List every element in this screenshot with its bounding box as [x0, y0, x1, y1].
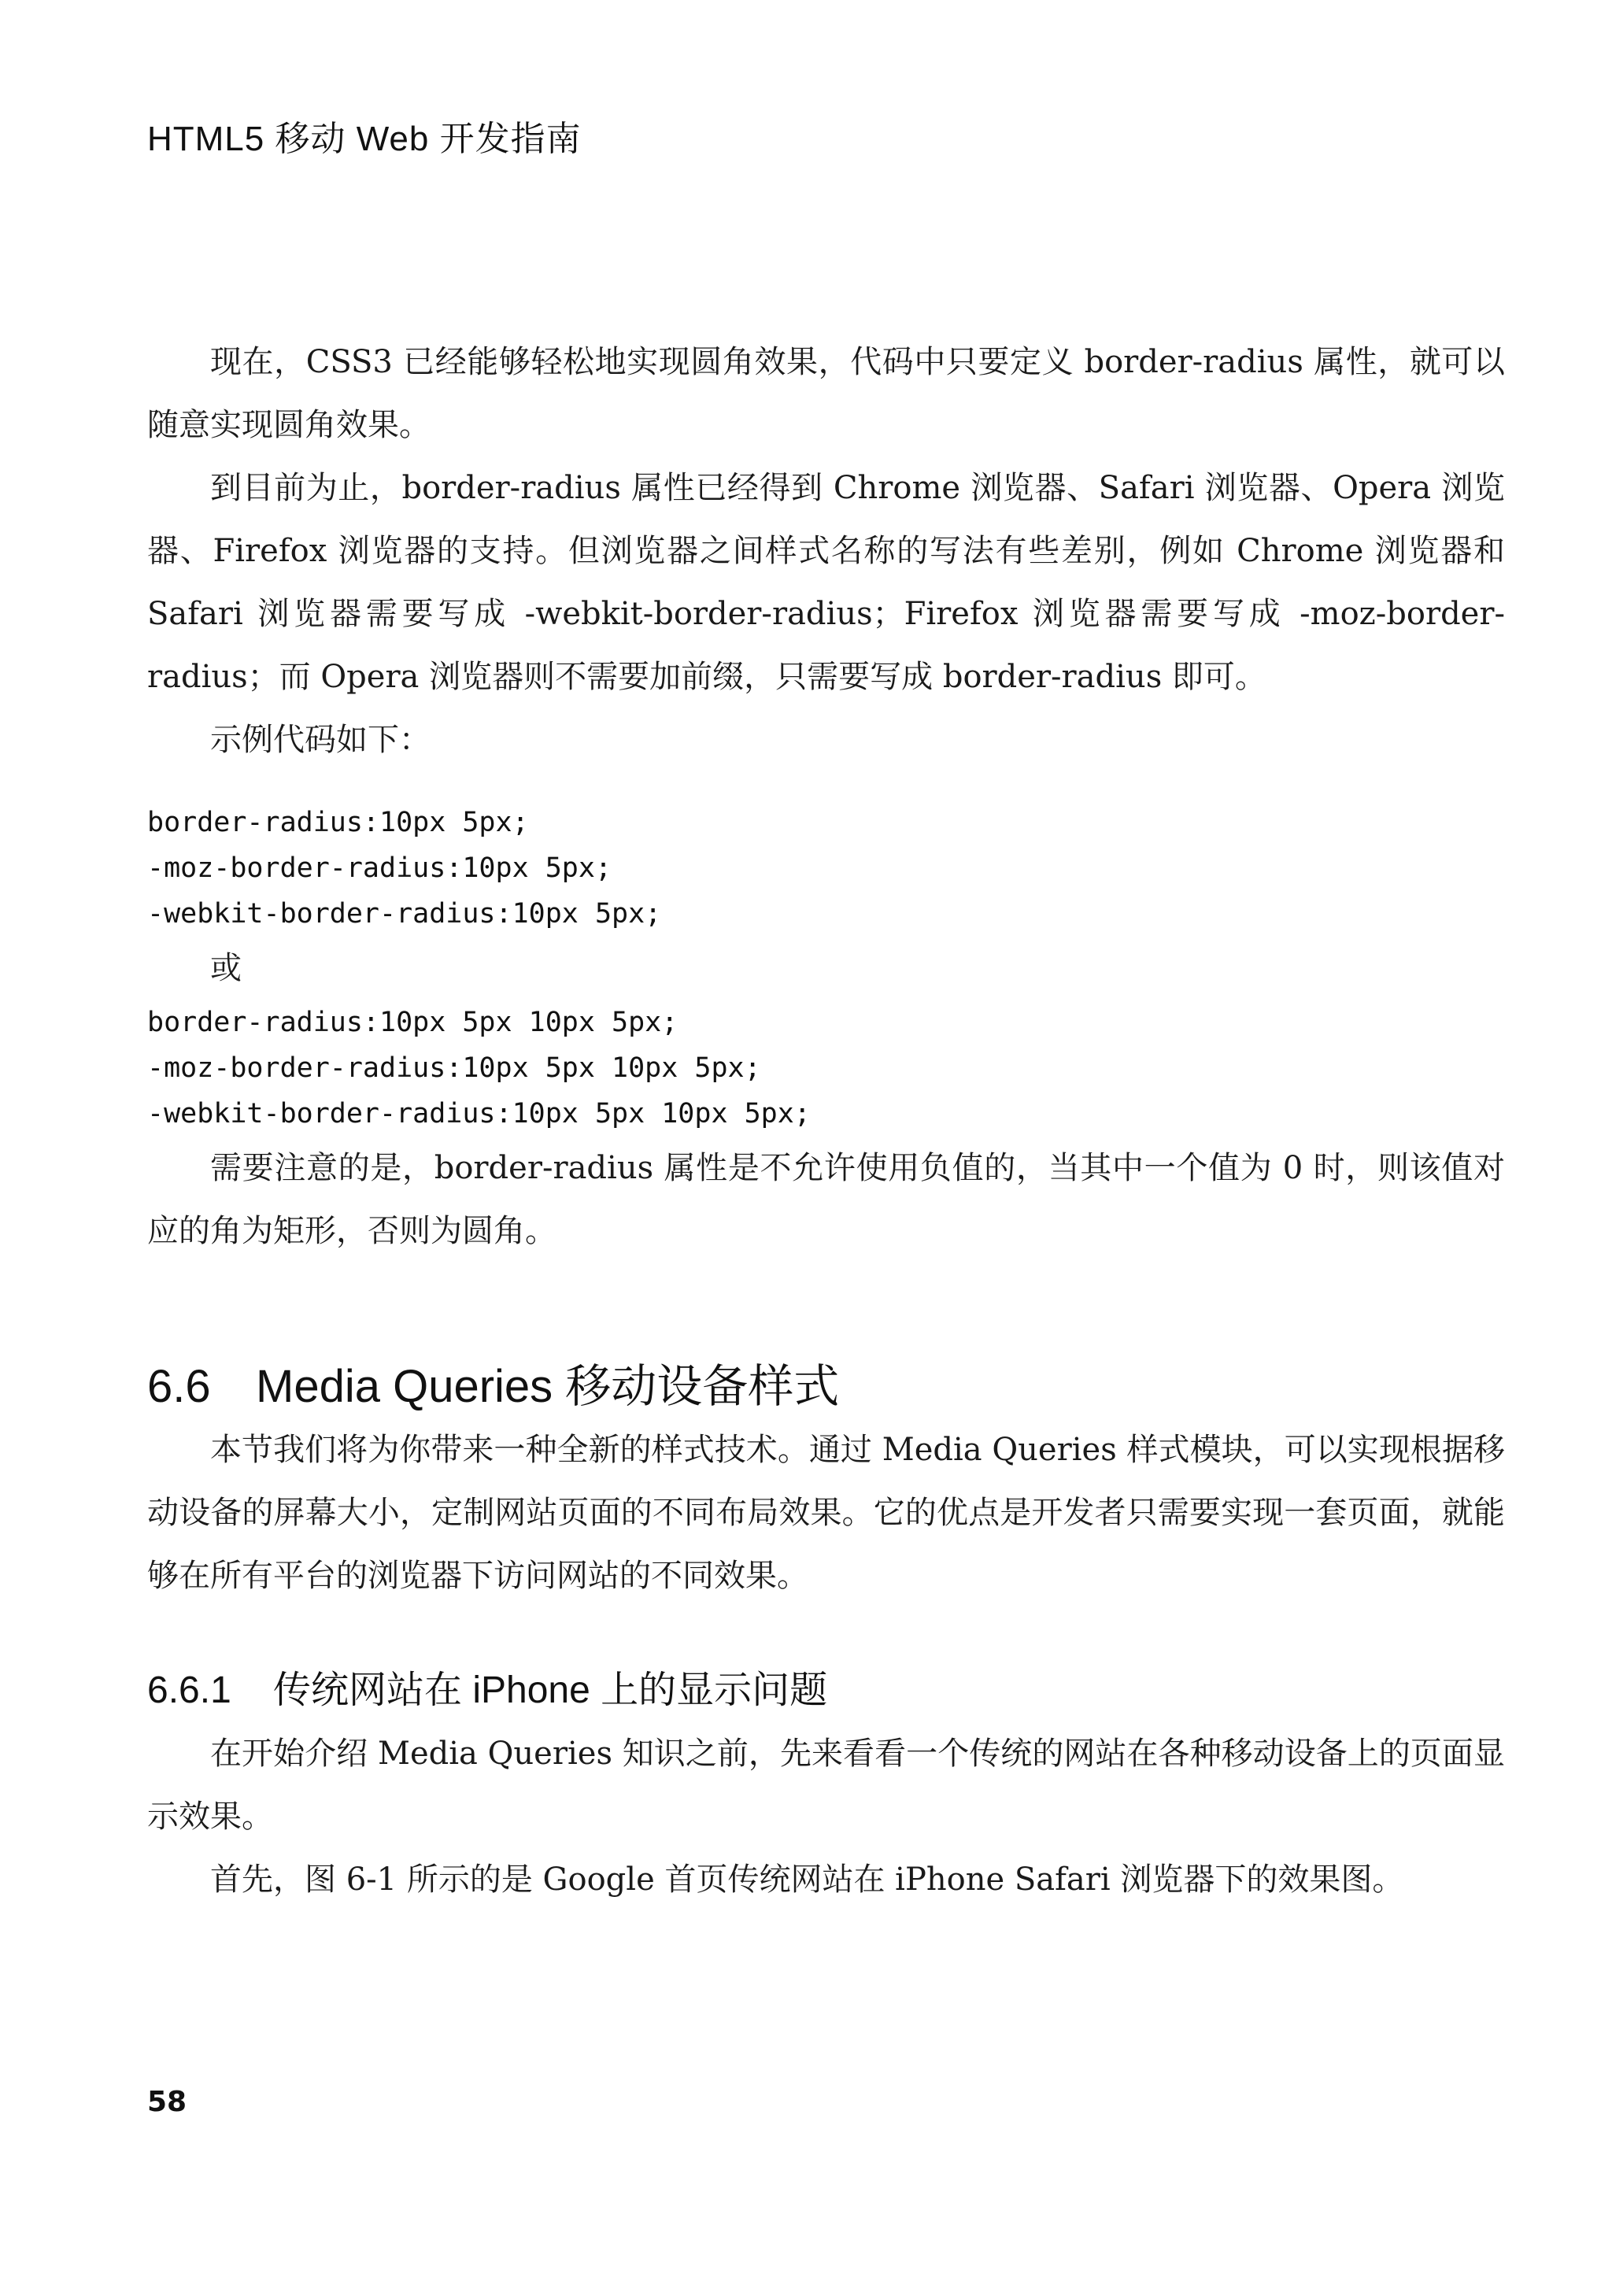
paragraph-negative-values-note: 需要注意的是，border-radius 属性是不允许使用负值的，当其中一个值为 0 时，则该值对应的角为矩形，否则为圆角。 [147, 1150, 1505, 1249]
subsection-heading [147, 1659, 1505, 1722]
paragraph-css3-rounded-corners: 现在，CSS3 已经能够轻松地实现圆角效果，代码中只要定义 border-radius 属性，就可以随意实现圆角效果。 [147, 344, 1505, 443]
paragraph-or: 或 [210, 950, 242, 986]
code-block-2 [147, 1000, 1505, 1137]
code-line: -webkit-border-radius:10px 5px; [147, 898, 662, 930]
code-line: -webkit-border-radius:10px 5px 10px 5px; [147, 1098, 811, 1130]
section-number: 6.6 [147, 1361, 211, 1412]
paragraph-figure-reference: 首先，图 6-1 所示的是 Google 首页传统网站在 iPhone Safari 浏览器下的效果图。 [210, 1862, 1404, 1898]
paragraph-subsection-intro: 在开始介绍 Media Queries 知识之前，先来看看一个传统的网站在各种移动设备上的页面显示效果。 [147, 1736, 1505, 1835]
code-line: -moz-border-radius:10px 5px 10px 5px; [147, 1052, 761, 1084]
section-heading [147, 1355, 1505, 1418]
running-header: HTML5 移动 Web 开发指南 [147, 120, 582, 158]
subsection-number: 6.6.1 [147, 1669, 231, 1711]
code-line: border-radius:10px 5px; [147, 807, 529, 838]
paragraph-example-intro: 示例代码如下： [210, 722, 431, 758]
page-number: 58 [147, 2086, 187, 2118]
page-content [147, 331, 1505, 1911]
paragraph-browser-support: 到目前为止，border-radius 属性已经得到 Chrome 浏览器、Safari 浏览器、Opera 浏览器、Firefox 浏览器的支持。但浏览器之间样式名称的写法有些差别，例如 Chrome 浏览器和 Safari 浏览器需要写成 -webkit-border-radius；Firefox 浏览器需要写成 -moz-border-radius；而 Opera 浏览器则不需要加前缀，只需要写成 border-radius 即可。 [147, 470, 1505, 695]
paragraph-section-intro: 本节我们将为你带来一种全新的样式技术。通过 Media Queries 样式模块，可以实现根据移动设备的屏幕大小，定制网站页面的不同布局效果。它的优点是开发者只需要实现一套页面，就能够在所有平台的浏览器下访问网站的不同效果。 [147, 1432, 1505, 1594]
code-block-1 [147, 800, 1505, 937]
code-line: -moz-border-radius:10px 5px; [147, 852, 612, 884]
section-title: Media Queries 移动设备样式 [256, 1361, 840, 1412]
subsection-title: 传统网站在 iPhone 上的显示问题 [273, 1669, 828, 1711]
code-line: border-radius:10px 5px 10px 5px; [147, 1007, 678, 1038]
